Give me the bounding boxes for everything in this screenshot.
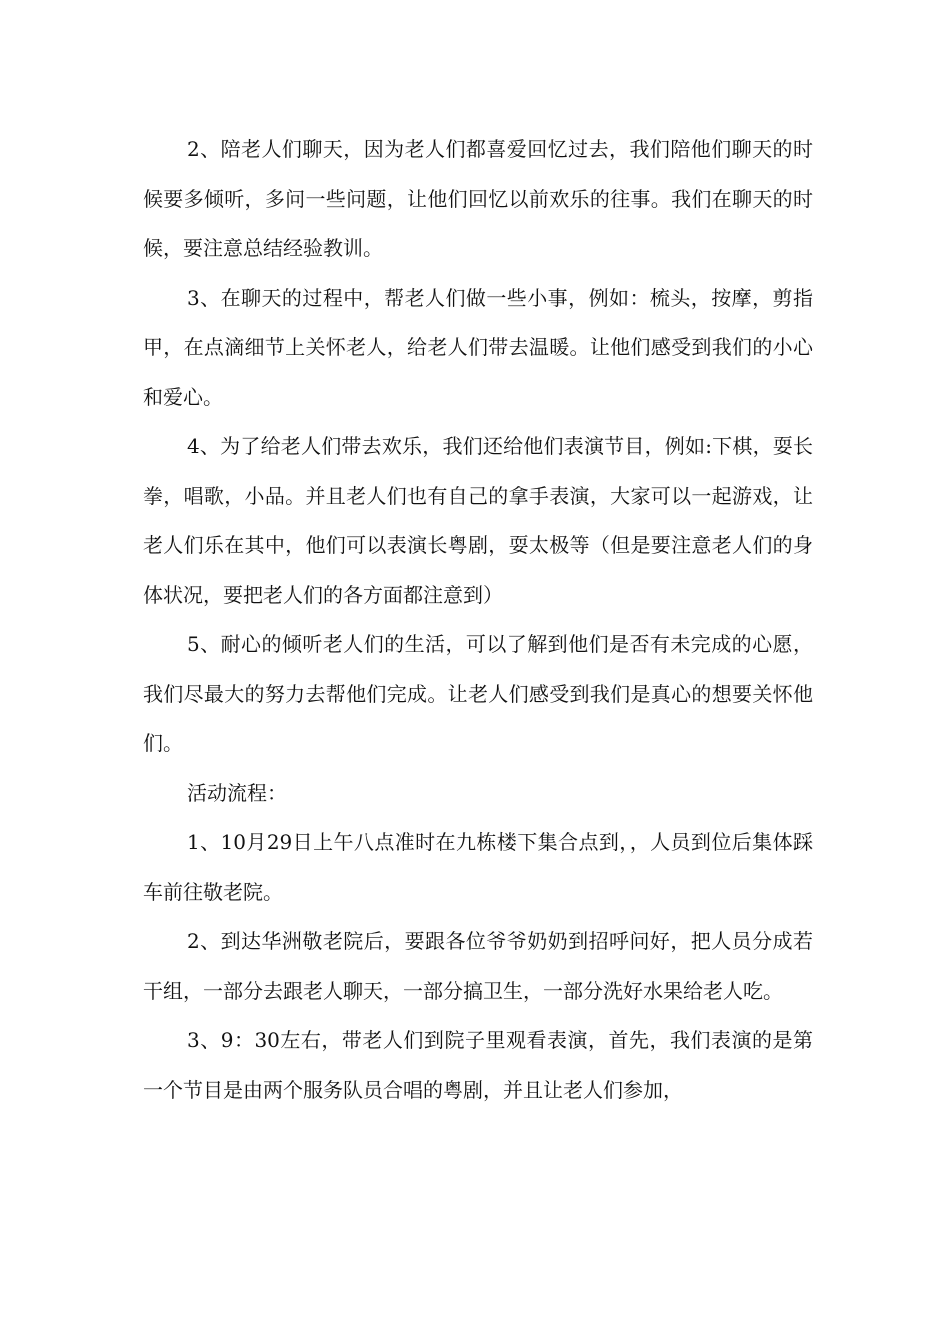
paragraph-flow-step-3: 3、9：30左右，带老人们到院子里观看表演，首先，我们表演的是第一个节目是由两个服务队员合唱的粤剧，并且让老人们参加， xyxy=(143,1028,813,1102)
paragraph-flow-step-2: 2、到达华洲敬老院后，要跟各位爷爷奶奶到招呼问好，把人员分成若干组，一部分去跟老人聊天，一部分搞卫生，一部分洗好水果给老人吃。 xyxy=(143,929,813,1003)
paragraph-small-tasks: 3、在聊天的过程中，帮老人们做一些小事，例如：梳头，按摩，剪指甲，在点滴细节上关怀老人，给老人们带去温暖。让他们感受到我们的小心和爱心。 xyxy=(143,285,813,409)
paragraph-chat-with-elders: 2、陪老人们聊天，因为老人们都喜爱回忆过去，我们陪他们聊天的时候要多倾听，多问一些问题，让他们回忆以前欢乐的往事。我们在聊天的时候，要注意总结经验教训。 xyxy=(143,137,813,260)
section-heading-activity-flow: 活动流程： xyxy=(187,780,287,805)
paragraph-performances: 4、为了给老人们带去欢乐，我们还给他们表演节目，例如:下棋，耍长拳，唱歌，小品。并且老人们也有自己的拿手表演，大家可以一起游戏，让老人们乐在其中，他们可以表演长粤剧，耍太极等（但是要注意老人们的身体状况，要把老人们的各方面都注意到） xyxy=(143,434,813,607)
paragraph-flow-step-1: 1、10月29日上午八点准时在九栋楼下集合点到，，人员到位后集体踩车前往敬老院。 xyxy=(143,830,813,904)
document-page xyxy=(143,125,813,1115)
paragraph-listen-wishes: 5、耐心的倾听老人们的生活，可以了解到他们是否有未完成的心愿，我们尽最大的努力去帮他们完成。让老人们感受到我们是真心的想要关怀他们。 xyxy=(143,632,813,755)
